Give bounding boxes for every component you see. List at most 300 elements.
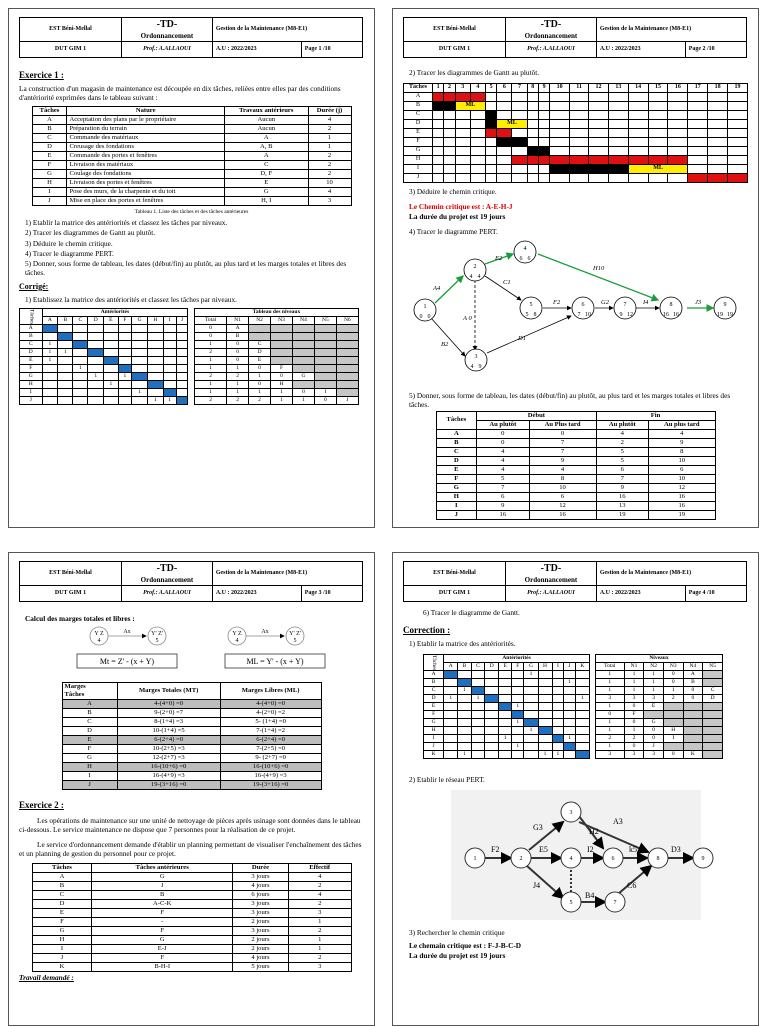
class: DUT GIM 1 <box>404 42 506 58</box>
table-row <box>62 772 321 781</box>
matrix-cell <box>552 719 564 727</box>
level-cell <box>314 365 336 373</box>
table-cell: D <box>32 143 67 152</box>
matrix-cell <box>575 711 589 719</box>
table-cell: 9 <box>529 456 596 465</box>
table-cell: 4 <box>529 465 596 474</box>
table-cell: 9 <box>648 438 715 447</box>
table-cell: 1 <box>308 143 351 152</box>
level-col-header: N3 <box>663 663 683 671</box>
table-cell: A <box>62 700 117 709</box>
exercise-2-table: Tâches Tâches antérieures Durée Effectif A G 3 jours 4 B J 4 jours 2 C B 6 jours 4 D A-C-K 3 jours 2 E F 3 jours 3 F - 2 jours 1 G F 3 jours 2 H G 2 jours 1 I E-J 2 jours 1 J F 4 jours 2 K B-H-I 5 jours 3 <box>32 863 352 972</box>
table-cell: Aucun <box>224 116 308 125</box>
level-cell <box>683 703 703 711</box>
exercise-2-text-1: Les opérations de maintenance sur une unité de nettoyage de pièces après usinage sont données dans le tableau ci-dessous. Le service maintenance ne dispose que 7 personnes pour la réalisation de ce projet. <box>19 816 361 835</box>
svg-text:10: 10 <box>585 311 591 318</box>
gantt-cell <box>444 165 455 174</box>
gantt-cell <box>688 93 708 102</box>
matrix-cell <box>73 341 88 349</box>
project-duration: La durée du projet est 19 jours <box>409 950 506 960</box>
level-cell <box>271 333 293 341</box>
table-cell: 6 <box>477 492 529 501</box>
table-cell: 13 <box>596 501 648 510</box>
level-cell <box>683 743 703 751</box>
table-row <box>32 926 351 935</box>
table-row <box>32 179 351 188</box>
matrix-cell <box>512 727 524 735</box>
gantt-cell <box>648 174 668 183</box>
level-col-header: N5 <box>314 317 336 325</box>
gantt-day: 7 <box>512 84 527 93</box>
gantt-cell <box>444 174 455 183</box>
table-cell: C <box>224 161 308 170</box>
matrix-cell: 1 <box>524 671 538 679</box>
gantt-cell <box>455 111 470 120</box>
page-number: Page 3 /10 <box>301 586 362 602</box>
matrix-cell: 1 <box>42 349 58 357</box>
matrix-col-header: G <box>132 317 148 325</box>
matrix-cell: 1 <box>104 381 118 389</box>
matrix-cell <box>73 389 88 397</box>
page-number: Page 2 /10 <box>685 42 746 58</box>
question-item: 4) Tracer le diagramme PERT. <box>25 248 114 258</box>
level-cell: 0 <box>644 735 664 743</box>
level-cell: 1 <box>249 389 271 397</box>
level-cell <box>249 333 271 341</box>
gantt-cell <box>668 156 688 165</box>
table-cell: Coulage des fondations <box>67 170 225 179</box>
matrix-cell <box>471 703 484 711</box>
critical-path: Le Chemin critique est : A-E-H-J <box>409 202 513 212</box>
level-cell <box>314 349 336 357</box>
svg-text:4: 4 <box>469 273 473 280</box>
level-cell: 0 <box>314 397 336 405</box>
corrige-title: Corrigé: <box>19 282 49 291</box>
matrix-cell <box>485 743 499 751</box>
table-cell: 4 <box>477 447 529 456</box>
gantt-cell <box>497 129 512 138</box>
table-cell: F <box>32 161 67 170</box>
level-cell: 1 <box>644 679 664 687</box>
table-cell: 7-(1+4) =2 <box>220 727 321 736</box>
gantt-cell <box>512 93 527 102</box>
gantt-cell <box>570 138 589 147</box>
level-cell <box>663 719 683 727</box>
level-col-header: N4 <box>683 663 703 671</box>
level-cell <box>271 349 293 357</box>
table-row <box>436 447 715 456</box>
matrix-cell <box>575 703 589 711</box>
table-row <box>32 917 351 926</box>
gantt-cell <box>550 102 570 111</box>
matrix-row <box>424 735 723 743</box>
svg-text:B2: B2 <box>441 340 449 348</box>
gantt-cell <box>485 129 496 138</box>
gantt-task: H <box>404 156 433 165</box>
level-cell: J <box>644 743 664 751</box>
level-cell: 0 <box>292 389 314 397</box>
matrix-cell <box>499 703 512 711</box>
column-header: Tâches <box>32 107 67 116</box>
gantt-day: 18 <box>708 84 728 93</box>
table-cell: G <box>62 754 117 763</box>
matrix-cell <box>88 357 104 365</box>
questions-list <box>19 218 364 277</box>
svg-text:5: 5 <box>293 638 297 645</box>
matrix-row-label: K <box>424 751 444 759</box>
matrix-row <box>20 349 359 357</box>
matrix-cell <box>524 687 538 695</box>
table-cell: G <box>436 483 477 492</box>
matrix-row <box>20 357 359 365</box>
matrix-cell <box>444 703 458 711</box>
svg-text:Y' Z': Y' Z' <box>151 631 163 638</box>
svg-text:9: 9 <box>723 301 727 308</box>
table-cell: 1 <box>288 935 351 944</box>
matrix-cell <box>471 711 484 719</box>
table-cell: F <box>92 908 233 917</box>
matrix-cell <box>147 357 163 365</box>
gantt-cell <box>628 156 648 165</box>
gantt-cell <box>497 111 512 120</box>
level-cell: H <box>663 727 683 735</box>
matrix-cell: 1 <box>499 735 512 743</box>
table-cell: 2 <box>308 152 351 161</box>
matrix-cell <box>444 719 458 727</box>
matrix-cell <box>104 325 118 333</box>
level-cell <box>336 349 358 357</box>
svg-text:6: 6 <box>527 255 531 262</box>
svg-text:5: 5 <box>525 311 529 318</box>
matrix-row-label: D <box>20 349 43 357</box>
matrix-cell <box>538 735 552 743</box>
total-cell: 1 <box>595 687 624 695</box>
level-cell: 1 <box>624 727 644 735</box>
table-cell: 2 <box>596 438 648 447</box>
matrix-row-label: F <box>20 365 43 373</box>
matrix-cell: 1 <box>471 695 484 703</box>
level-cell: 3 <box>624 695 644 703</box>
svg-text:A 0: A 0 <box>463 314 472 322</box>
table-cell: 3 <box>308 197 351 206</box>
matrix-cell <box>485 727 499 735</box>
matrix-col-header: B <box>458 663 471 671</box>
matrix-cell <box>58 373 73 381</box>
matrix-col-header: C <box>73 317 88 325</box>
matrix-row <box>424 727 723 735</box>
table-cell: 12 <box>648 483 715 492</box>
total-cell: 1 <box>195 365 227 373</box>
matrix-cell <box>444 735 458 743</box>
table-cell: 4 <box>288 890 351 899</box>
critical-question: 3) Rechercher le chemin critique <box>409 927 505 937</box>
level-cell <box>292 349 314 357</box>
table-row <box>436 465 715 474</box>
table-cell: F <box>32 917 92 926</box>
gantt-task: C <box>404 111 433 120</box>
level-cell: E <box>644 703 664 711</box>
table-cell: 3 jours <box>233 926 289 935</box>
matrix-cell <box>538 671 552 679</box>
matrix-cell <box>485 687 499 695</box>
matrix-cell <box>132 357 148 365</box>
level-cell <box>703 751 723 759</box>
matrix-cell <box>471 671 484 679</box>
level-cell: 1 <box>624 679 644 687</box>
gantt-cell <box>550 138 570 147</box>
matrix-cell <box>512 687 524 695</box>
matrix-cell <box>575 735 589 743</box>
gantt-cell <box>512 165 527 174</box>
school: EST Béni-Mellal <box>20 562 122 586</box>
matrix-cell <box>552 711 564 719</box>
gantt-cell <box>538 120 549 129</box>
matrix-cell <box>176 357 188 365</box>
table-cell: 8 <box>529 474 596 483</box>
matrix-cell <box>564 671 576 679</box>
school: EST Béni-Mellal <box>20 18 122 42</box>
matrix-row <box>20 389 359 397</box>
matrix-row <box>20 381 359 389</box>
exercise-2-title: Exercice 2 : <box>19 800 64 811</box>
year: A.U : 2022/2023 <box>596 586 685 602</box>
table-row <box>32 161 351 170</box>
matrix-cell <box>458 735 471 743</box>
table-cell: 10 <box>648 474 715 483</box>
level-cell: I <box>663 735 683 743</box>
matrix-cell <box>147 349 163 357</box>
matrix-cell <box>118 389 132 397</box>
gantt-cell <box>570 165 589 174</box>
level-cell: 0 <box>624 703 644 711</box>
table-cell: 6-(2+4) =0 <box>220 736 321 745</box>
gantt-cell <box>538 156 549 165</box>
pert-question: 2) Etablir le réseau PERT. <box>409 775 485 785</box>
gantt-cell <box>444 111 455 120</box>
gantt-cell <box>433 129 444 138</box>
level-cell: 0 <box>663 751 683 759</box>
matrix-cell <box>118 365 132 373</box>
table-cell: K <box>32 962 92 971</box>
matrix-cell <box>58 341 73 349</box>
gantt-cell <box>550 165 570 174</box>
matrix-cell: 1 <box>564 679 576 687</box>
matrix-cell <box>104 389 118 397</box>
correction-title: Correction : <box>403 625 451 636</box>
year: A.U : 2022/2023 <box>212 586 301 602</box>
matrix-cell <box>485 679 499 687</box>
level-cell: 0 <box>683 687 703 695</box>
table-row <box>436 510 715 519</box>
gantt-cell <box>538 102 549 111</box>
level-cell: 1 <box>663 687 683 695</box>
matrix-cell <box>564 751 576 759</box>
gantt-cell <box>444 93 455 102</box>
matrix-cell <box>538 719 552 727</box>
gantt-cell <box>512 111 527 120</box>
matrix-cell: 1 <box>118 373 132 381</box>
table-cell: 6 <box>529 492 596 501</box>
page1-body <box>19 67 364 405</box>
level-cell: G <box>292 373 314 381</box>
gantt-cell <box>648 120 668 129</box>
table-cell: 0 <box>477 438 529 447</box>
matrix-row <box>20 325 359 333</box>
level-cell <box>703 671 723 679</box>
level-cell <box>314 381 336 389</box>
total-cell: 1 <box>195 341 227 349</box>
anteriority-matrix <box>423 654 723 759</box>
table-cell: J <box>32 197 67 206</box>
td-title: -TD- Ordonnancement <box>122 18 213 42</box>
table-cell: 10-(2+5) =3 <box>117 745 220 754</box>
gantt-cell <box>589 129 609 138</box>
prof: Prof.: A.ALLAOUI <box>506 42 597 58</box>
total-cell: 2 <box>195 349 227 357</box>
dates-table: Tâches Début Fin Au plutôt Au Plus tard Au plutôt Au plus tard A 0 0 4 4 B 0 7 2 9 C 4 7 5 8 D 4 9 5 10 E 4 4 6 6 F 5 8 7 10 G 7 10 9 12 H 6 6 16 16 I 9 12 13 16 J 16 16 19 19 <box>436 411 716 520</box>
table-row <box>32 152 351 161</box>
matrix-col-header: D <box>485 663 499 671</box>
svg-text:H2: H2 <box>589 826 599 836</box>
gantt-cell <box>485 174 496 183</box>
level-col-header: N2 <box>249 317 271 325</box>
gantt-cell <box>688 129 708 138</box>
gantt-cell <box>538 138 549 147</box>
table-cell: A <box>32 116 67 125</box>
table-cell: J <box>62 781 117 790</box>
total-cell: 1 <box>595 719 624 727</box>
level-cell <box>271 357 293 365</box>
matrix-row-label: H <box>20 381 43 389</box>
matrix-row <box>424 719 723 727</box>
table-cell: 4 <box>648 429 715 438</box>
matrix-cell <box>88 341 104 349</box>
matrix-cell <box>147 333 163 341</box>
svg-text:5: 5 <box>529 301 533 308</box>
gantt-cell <box>728 147 748 156</box>
gantt-cell <box>527 129 538 138</box>
gantt-cell <box>497 102 512 111</box>
gantt-day: 8 <box>527 84 538 93</box>
matrix-cell <box>176 333 188 341</box>
gantt-cell <box>648 156 668 165</box>
table-row <box>62 700 321 709</box>
free-margin-label: ML <box>497 120 527 129</box>
table-cell: 16 <box>648 501 715 510</box>
gantt-cell <box>470 174 485 183</box>
level-cell: D <box>249 349 271 357</box>
matrix-cell <box>163 333 176 341</box>
gantt-cell <box>570 102 589 111</box>
page-3 <box>8 552 375 1026</box>
gantt-day: 11 <box>570 84 589 93</box>
level-cell <box>703 719 723 727</box>
class: DUT GIM 1 <box>20 42 122 58</box>
table-cell: 3 <box>288 908 351 917</box>
matrix-row <box>20 365 359 373</box>
table-cell: 9 <box>596 483 648 492</box>
svg-text:ML = Y' - (x + Y): ML = Y' - (x + Y) <box>246 657 304 667</box>
table-cell: 6 <box>596 465 648 474</box>
level-cell <box>292 333 314 341</box>
svg-text:Y Z: Y Z <box>94 631 104 638</box>
level-col-header: N3 <box>271 317 293 325</box>
gantt-cell <box>470 165 485 174</box>
matrix-cell <box>163 357 176 365</box>
gantt-cell <box>485 147 496 156</box>
table-cell: 16-(4+9) =3 <box>220 772 321 781</box>
matrix-row <box>424 695 723 703</box>
level-cell <box>336 389 358 397</box>
gantt-cell <box>608 102 628 111</box>
matrix-row <box>20 373 359 381</box>
course: Gestion de la Maintenance (M8-E1) <box>212 18 362 42</box>
gantt-cell <box>485 111 496 120</box>
gantt-cell <box>708 165 728 174</box>
matrix-cell <box>524 751 538 759</box>
gantt-cell <box>648 93 668 102</box>
table-cell: 4-(4+0) =0 <box>117 700 220 709</box>
matrix-cell <box>163 373 176 381</box>
matrix-cell <box>512 695 524 703</box>
gantt-cell <box>550 156 570 165</box>
matrix-cell: 1 <box>524 727 538 735</box>
matrix-cell <box>471 687 484 695</box>
pert-question: 4) Tracer le diagramme PERT. <box>409 227 498 237</box>
page3-body <box>19 613 364 984</box>
matrix-cell <box>118 381 132 389</box>
level-cell: 1 <box>644 687 664 695</box>
matrix-cell <box>485 719 499 727</box>
matrix-cell <box>458 703 471 711</box>
gantt-cell <box>728 111 748 120</box>
anteriority-header: Antériorités <box>444 655 590 663</box>
gantt-cell <box>433 111 444 120</box>
gantt-cell <box>455 120 470 129</box>
table-row <box>32 953 351 962</box>
tasks-header: Tâches <box>424 655 444 671</box>
gantt-cell <box>470 138 485 147</box>
critical-path: Le chemain critique est : F-J-B-C-D <box>409 940 522 950</box>
gantt-task: I <box>404 165 433 174</box>
svg-text:I4: I4 <box>643 298 649 306</box>
matrix-cell <box>552 743 564 751</box>
gantt-task: D <box>404 120 433 129</box>
gantt-cell <box>668 120 688 129</box>
level-cell <box>336 365 358 373</box>
total-cell: 0 <box>195 325 227 333</box>
matrix-row-label: C <box>20 341 43 349</box>
matrix-cell <box>88 325 104 333</box>
table-cell: Préparation du terrain <box>67 125 225 134</box>
gantt-cell <box>570 129 589 138</box>
gantt-task: G <box>404 147 433 156</box>
page-4 <box>392 552 759 1026</box>
total-header: Total <box>595 663 624 671</box>
gantt-cell <box>527 165 538 174</box>
gantt-cell <box>688 138 708 147</box>
level-cell <box>663 743 683 751</box>
matrix-row <box>20 397 359 405</box>
table-cell: 16 <box>477 510 529 519</box>
matrix-cell <box>485 735 499 743</box>
matrix-row-label: A <box>424 671 444 679</box>
matrix-cell <box>552 679 564 687</box>
level-cell: 2 <box>249 397 271 405</box>
margins-table: Marges Tâches Marges Totales (MT) Marges Libres (ML) A 4-(4+0) =0 4-(4+0) =0 B 9-(2+0) =7 4-(2+0) =2 C 8-(1+4) =3 5- (1+4) =0 D 10-(1+4) =5 7-(1+4) =2 E 6-(2+4) =0 6-(2+4) =0 F 10-(2+5) =3 7-(2+5) =0 G 12-(2+7) =3 9- (2+7) =0 H 16-(10+6) =0 16-(10+6) =0 I 16-(4+9) =3 16-(4+9) =3 J 19-(3+16) =0 19-(3+16) =0 <box>62 682 322 790</box>
matrix-cell: 1 <box>512 719 524 727</box>
matrix-cell <box>42 389 58 397</box>
